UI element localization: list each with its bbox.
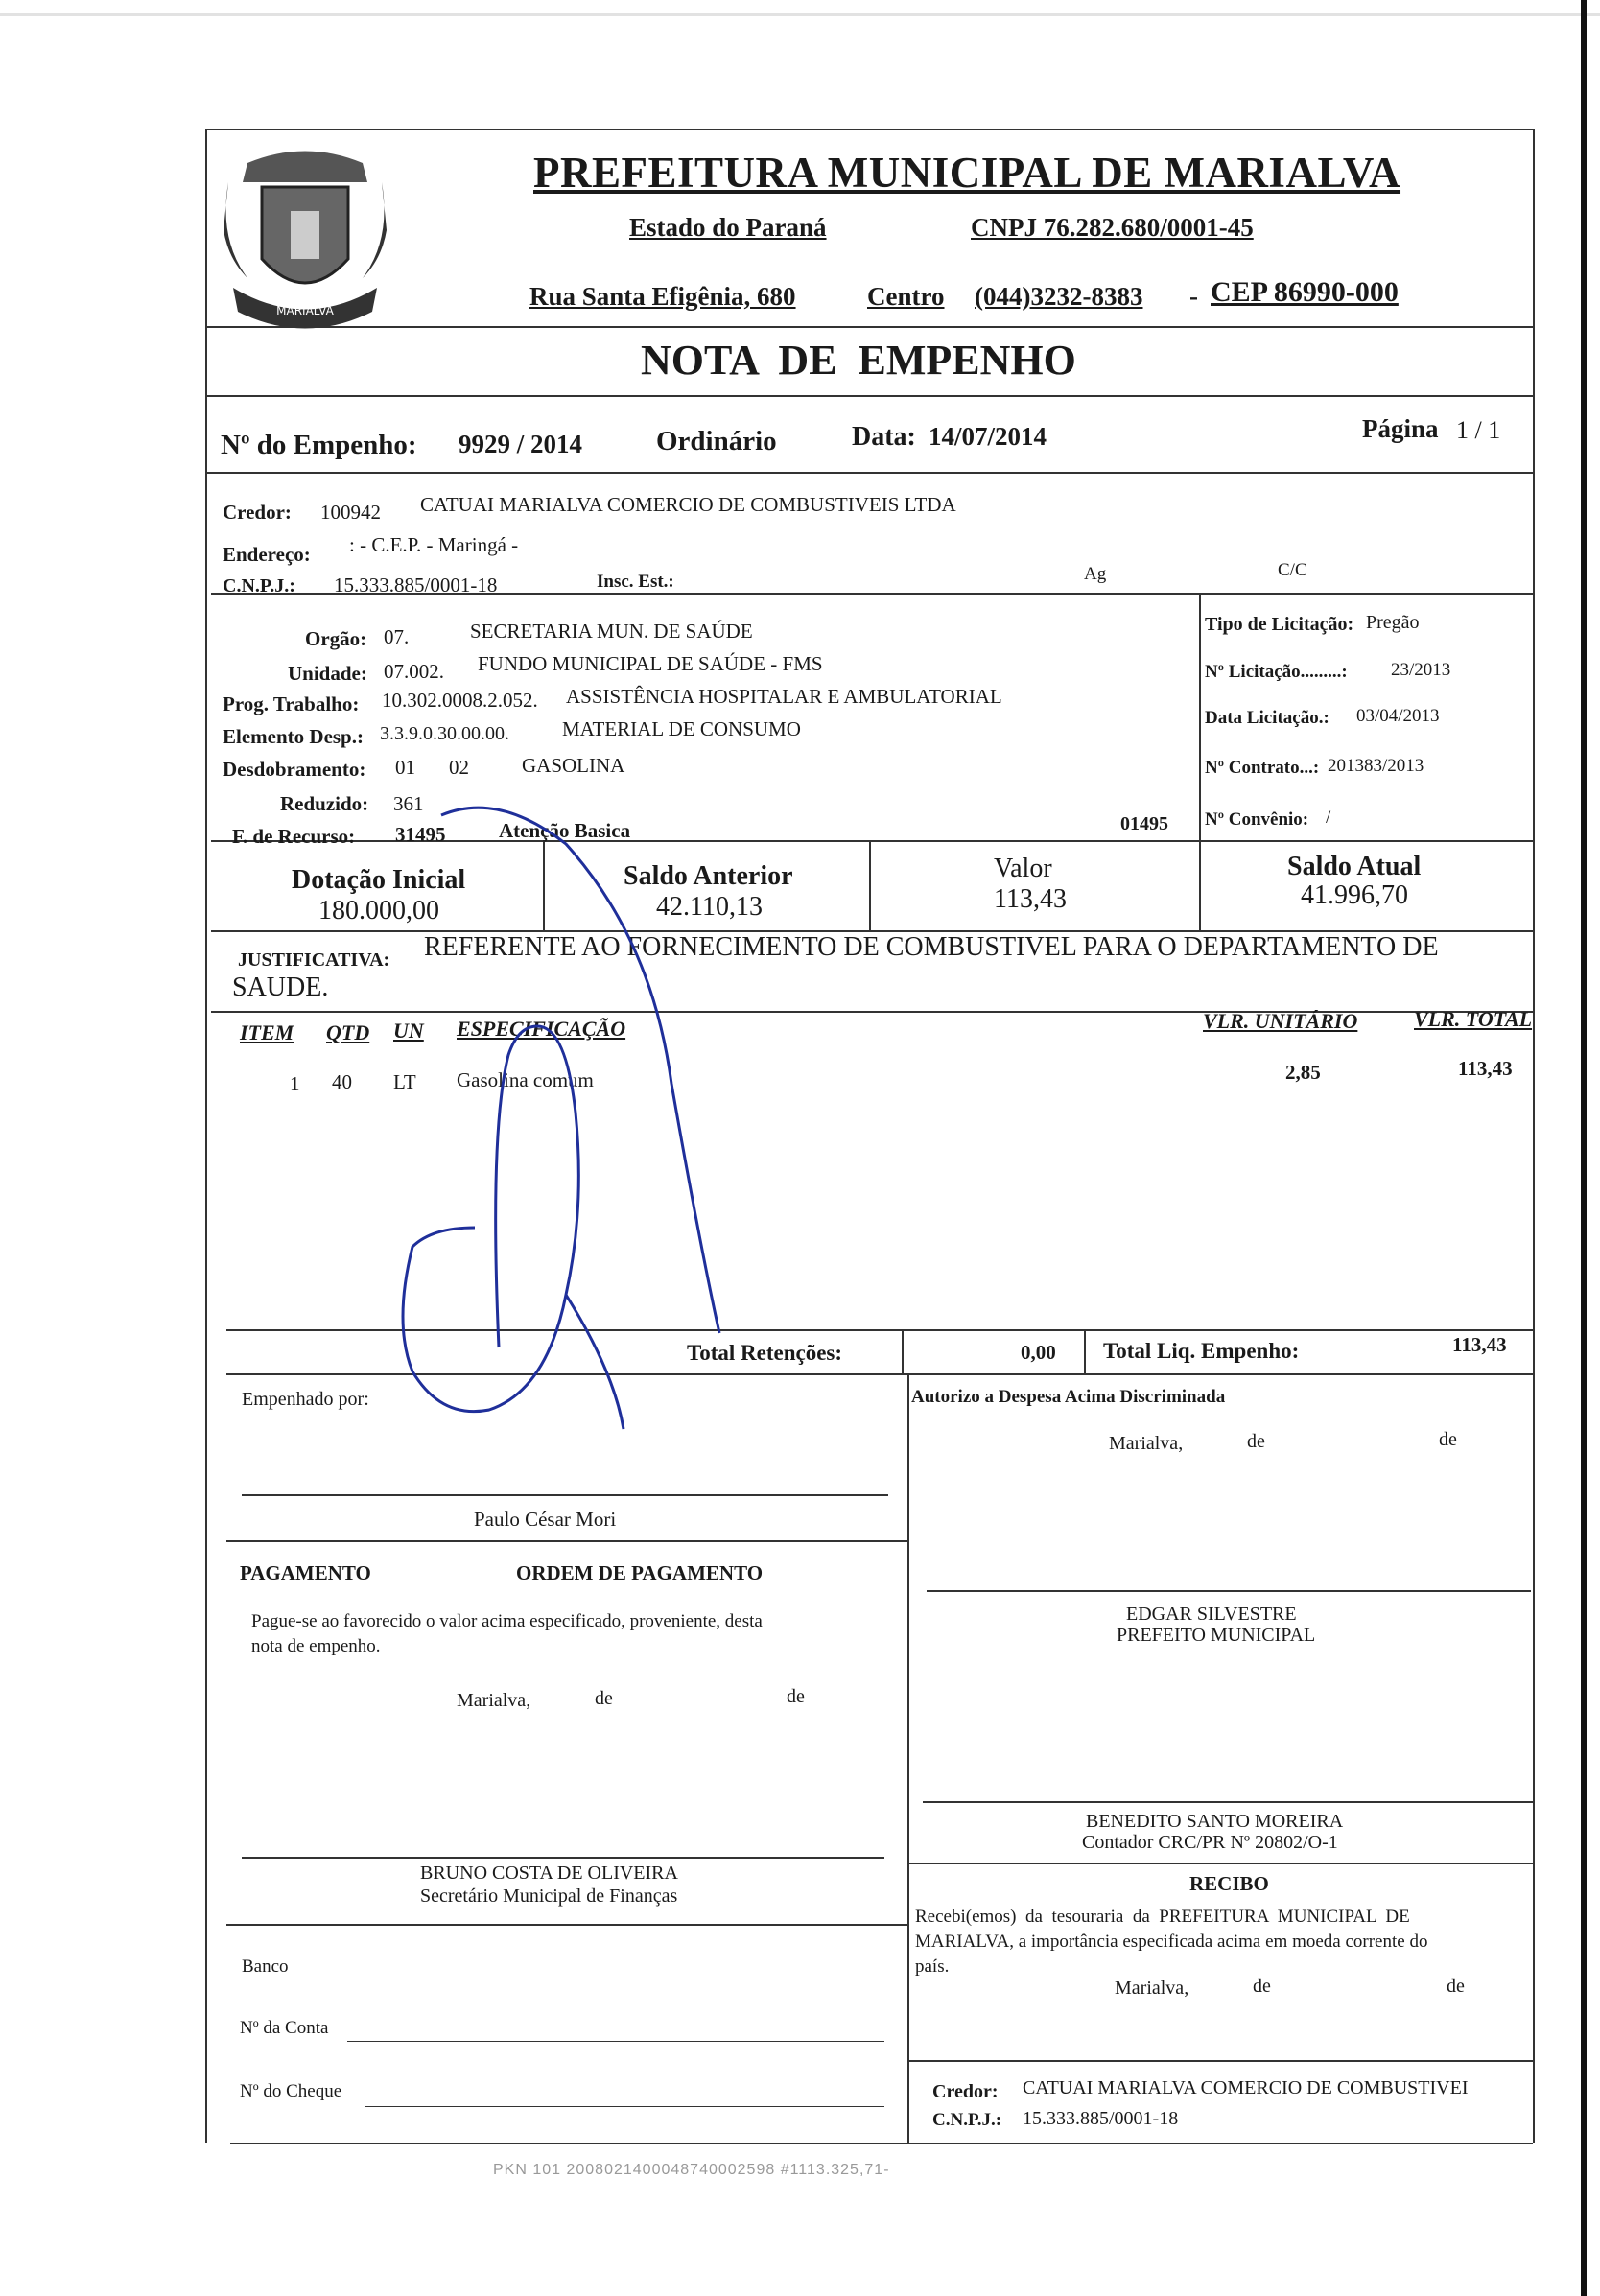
endereco-value: : - C.E.P. - Maringá - (349, 533, 519, 556)
data-licitacao-value: 03/04/2013 (1356, 706, 1440, 726)
desdobramento-name: GASOLINA (522, 754, 625, 777)
lic-col-divider (1199, 593, 1201, 842)
municipality-cnpj: CNPJ 76.282.680/0001-45 (971, 213, 1254, 242)
pagamento-text-line1: Pague-se ao favorecido o valor acima especificado, proveniente, desta (251, 1611, 763, 1631)
dotacao-inicial-value: 180.000,00 (318, 896, 439, 925)
pagamento-de-2: de (787, 1686, 805, 1707)
credor-cnpj: 15.333.885/0001-18 (334, 574, 498, 597)
retencoes-label: Total Retenções: (687, 1341, 843, 1365)
tipo-licitacao-label: Tipo de Licitação: (1205, 614, 1354, 635)
recibo-de-1: de (1253, 1976, 1271, 1997)
contador-name: BENEDITO SANTO MOREIRA (1086, 1811, 1344, 1832)
recibo-place: Marialva, (1115, 1978, 1189, 1999)
num-licitacao-value: 23/2013 (1391, 660, 1451, 680)
prog-trabalho-name: ASSISTÊNCIA HOSPITALAR E AMBULATORIAL (566, 685, 1002, 708)
orgao-code: 07. (384, 625, 410, 648)
recibo-title: RECIBO (1189, 1872, 1269, 1895)
empenho-number-label: Nº do Empenho: (221, 430, 417, 460)
empenho-number: 9929 / 2014 (459, 430, 583, 458)
orgao-label: Orgão: (305, 627, 367, 650)
cc-label: C/C (1278, 560, 1307, 580)
saldo-atual-label: Saldo Atual (1287, 852, 1422, 881)
svg-text:MARIALVA: MARIALVA (276, 304, 334, 317)
ag-label: Ag (1084, 564, 1107, 584)
frame-left (205, 129, 207, 2143)
autorizo-de-2: de (1439, 1429, 1457, 1450)
empenho-divider (205, 472, 1533, 474)
scan-edge-right (1581, 0, 1587, 2296)
header-separator: - (1189, 282, 1198, 311)
desdobramento-b: 02 (449, 756, 469, 779)
data-licitacao-label: Data Licitação.: (1205, 708, 1329, 728)
recurso-name: Atenção Basica (499, 819, 631, 842)
contrato-value: 201383/2013 (1328, 756, 1424, 776)
desdobramento-a: 01 (395, 756, 415, 779)
convenio-label: Nº Convênio: (1205, 809, 1309, 830)
desdobramento-label: Desdobramento: (223, 758, 366, 781)
scan-edge-top (0, 13, 1600, 16)
orgao-name: SECRETARIA MUN. DE SAÚDE (470, 620, 753, 643)
num-licitacao-label: Nº Licitação.........: (1205, 662, 1348, 682)
recibo-text-line1: Recebi(emos) da tesouraria da PREFEITURA MUNICIPAL DE (915, 1907, 1410, 1927)
col-header-especificacao: ESPECIFICAÇÃO (457, 1017, 626, 1041)
prefeito-title: PREFEITO MUNICIPAL (1117, 1625, 1316, 1646)
reduzido-value: 361 (393, 792, 424, 815)
conta-label: Nº da Conta (240, 2018, 329, 2038)
signature-col (907, 1373, 909, 2143)
pagamento-top (226, 1540, 907, 1542)
conta-field[interactable] (347, 2041, 884, 2042)
phone: (044)3232-8383 (975, 282, 1143, 311)
autorizo-place: Marialva, (1109, 1433, 1184, 1454)
col-header-qtd: QTD (326, 1020, 370, 1044)
liq-empenho-label: Total Liq. Empenho: (1103, 1339, 1300, 1363)
unidade-label: Unidade: (288, 662, 367, 685)
empenho-type: Ordinário (656, 426, 777, 457)
elemento-desp-name: MATERIAL DE CONSUMO (562, 717, 801, 740)
credor-label: Credor: (223, 501, 292, 524)
autorizo-text: Autorizo a Despesa Acima Discriminada (911, 1387, 1226, 1407)
elemento-desp-code: 3.3.9.0.30.00.00. (380, 723, 509, 744)
recibo-credor-top (909, 2060, 1533, 2062)
sig-line-empenhado (242, 1494, 888, 1496)
ordem-pagamento-title: ORDEM DE PAGAMENTO (516, 1561, 764, 1584)
frame-bottom (230, 2143, 1533, 2144)
valor-value: 113,43 (994, 884, 1067, 914)
col-header-total: VLR. TOTAL (1414, 1007, 1533, 1031)
state-name: Estado do Paraná (629, 213, 827, 242)
unidade-name: FUNDO MUNICIPAL DE SAÚDE - FMS (478, 652, 823, 675)
pagamento-label: PAGAMENTO (240, 1561, 371, 1584)
justificativa-label: JUSTIFICATIVA: (238, 949, 390, 971)
recibo-credor-label: Credor: (932, 2081, 999, 2102)
page-value: 1 / 1 (1456, 416, 1501, 444)
recibo-top (909, 1863, 1533, 1864)
row-un: LT (393, 1070, 416, 1093)
secretario-name: BRUNO COSTA DE OLIVEIRA (420, 1863, 678, 1884)
prog-trabalho-code: 10.302.0008.2.052. (382, 689, 538, 712)
title-divider (205, 395, 1533, 397)
empenhado-por-name: Paulo César Mori (474, 1508, 617, 1531)
banco-label: Banco (242, 1956, 289, 1977)
unidade-code: 07.002. (384, 660, 444, 683)
contador-title: Contador CRC/PR Nº 20802/O-1 (1082, 1832, 1338, 1853)
frame-right (1533, 129, 1535, 2143)
cheque-field[interactable] (365, 2106, 884, 2107)
document-type-title: NOTA DE EMPENHO (641, 337, 1076, 384)
page-label: Página (1362, 414, 1439, 443)
justificativa-line2: SAUDE. (232, 972, 329, 1002)
justificativa-line1: REFERENTE AO FORNECIMENTO DE COMBUSTIVEL PARA O DEPARTAMENTO DE (424, 932, 1439, 962)
cep: CEP 86990-000 (1211, 276, 1399, 308)
insc-est-label: Insc. Est.: (597, 572, 674, 592)
prefeito-name: EDGAR SILVESTRE (1126, 1604, 1297, 1625)
frame-top (205, 129, 1533, 130)
date-label: Data: (852, 422, 916, 452)
dotacao-inicial-label: Dotação Inicial (292, 865, 466, 895)
valor-label: Valor (994, 854, 1052, 883)
credor-name: CATUAI MARIALVA COMERCIO DE COMBUSTIVEIS LTDA (420, 493, 956, 516)
empenhado-por-label: Empenhado por: (242, 1389, 369, 1410)
sig-line-contador (923, 1801, 1533, 1803)
credor-code: 100942 (320, 501, 381, 524)
secretario-title: Secretário Municipal de Finanças (420, 1886, 678, 1907)
sig-line-prefeito (927, 1590, 1531, 1592)
header-divider (205, 326, 1533, 328)
date-value: 14/07/2014 (929, 422, 1047, 451)
elemento-desp-label: Elemento Desp.: (223, 725, 364, 748)
row-total-value: 113,43 (1458, 1057, 1513, 1080)
recibo-text-line3: país. (915, 1956, 950, 1977)
autorizo-de-1: de (1247, 1431, 1265, 1452)
tipo-licitacao-value: Pregão (1366, 612, 1420, 633)
col-header-item: ITEM (240, 1020, 294, 1044)
prog-trabalho-label: Prog. Trabalho: (223, 692, 360, 715)
credor-cnpj-label: C.N.P.J.: (223, 575, 295, 597)
bank-stamp: PKN 101 2008021400048740002598 #1113.325,71- (493, 2162, 890, 2178)
contrato-label: Nº Contrato...: (1205, 758, 1320, 778)
cheque-label: Nº do Cheque (240, 2081, 342, 2101)
recurso-value: 31495 (395, 823, 446, 846)
ret-col-2 (1084, 1329, 1086, 1373)
recibo-credor-value: CATUAI MARIALVA COMERCIO DE COMBUSTIVEI (1023, 2077, 1469, 2098)
recurso-code: 01495 (1120, 813, 1168, 834)
sig-line-secretario (242, 1857, 884, 1859)
saldo-anterior-label: Saldo Anterior (624, 861, 793, 891)
pagamento-text-line2: nota de empenho. (251, 1636, 381, 1656)
col-header-unit: VLR. UNITÁRIO (1203, 1009, 1358, 1033)
pen-signature (384, 796, 767, 1448)
row-item: 1 (290, 1072, 300, 1095)
ret-col-1 (902, 1329, 904, 1373)
liq-empenho-value: 113,43 (1452, 1333, 1507, 1356)
reduzido-label: Reduzido: (280, 792, 369, 815)
recibo-cnpj-value: 15.333.885/0001-18 (1023, 2108, 1179, 2129)
municipality-title: PREFEITURA MUNICIPAL DE MARIALVA (533, 149, 1401, 197)
row-qtd: 40 (332, 1070, 352, 1093)
tot-col-2 (869, 842, 871, 930)
pagamento-place: Marialva, (457, 1690, 531, 1711)
retencoes-value: 0,00 (1021, 1341, 1056, 1364)
recibo-cnpj-label: C.N.P.J.: (932, 2110, 1002, 2130)
tot-col-3 (1199, 842, 1201, 930)
col-header-un: UN (393, 1019, 424, 1043)
district: Centro (867, 282, 945, 311)
bank-top (226, 1924, 907, 1926)
coat-of-arms-logo (209, 144, 401, 340)
saldo-atual-value: 41.996,70 (1301, 880, 1408, 910)
saldo-anterior-value: 42.110,13 (656, 892, 763, 922)
recibo-text-line2: MARIALVA, a importância especificada acima em moeda corrente do (915, 1932, 1428, 1952)
endereco-label: Endereço: (223, 543, 311, 566)
convenio-value: / (1326, 808, 1331, 828)
pagamento-de-1: de (595, 1688, 613, 1709)
recurso-label: F. de Recurso: (232, 825, 356, 848)
recibo-de-2: de (1447, 1976, 1465, 1997)
row-especificacao: Gasolina comum (457, 1068, 594, 1091)
row-unit-value: 2,85 (1285, 1061, 1321, 1084)
street-address: Rua Santa Efigênia, 680 (529, 282, 796, 311)
